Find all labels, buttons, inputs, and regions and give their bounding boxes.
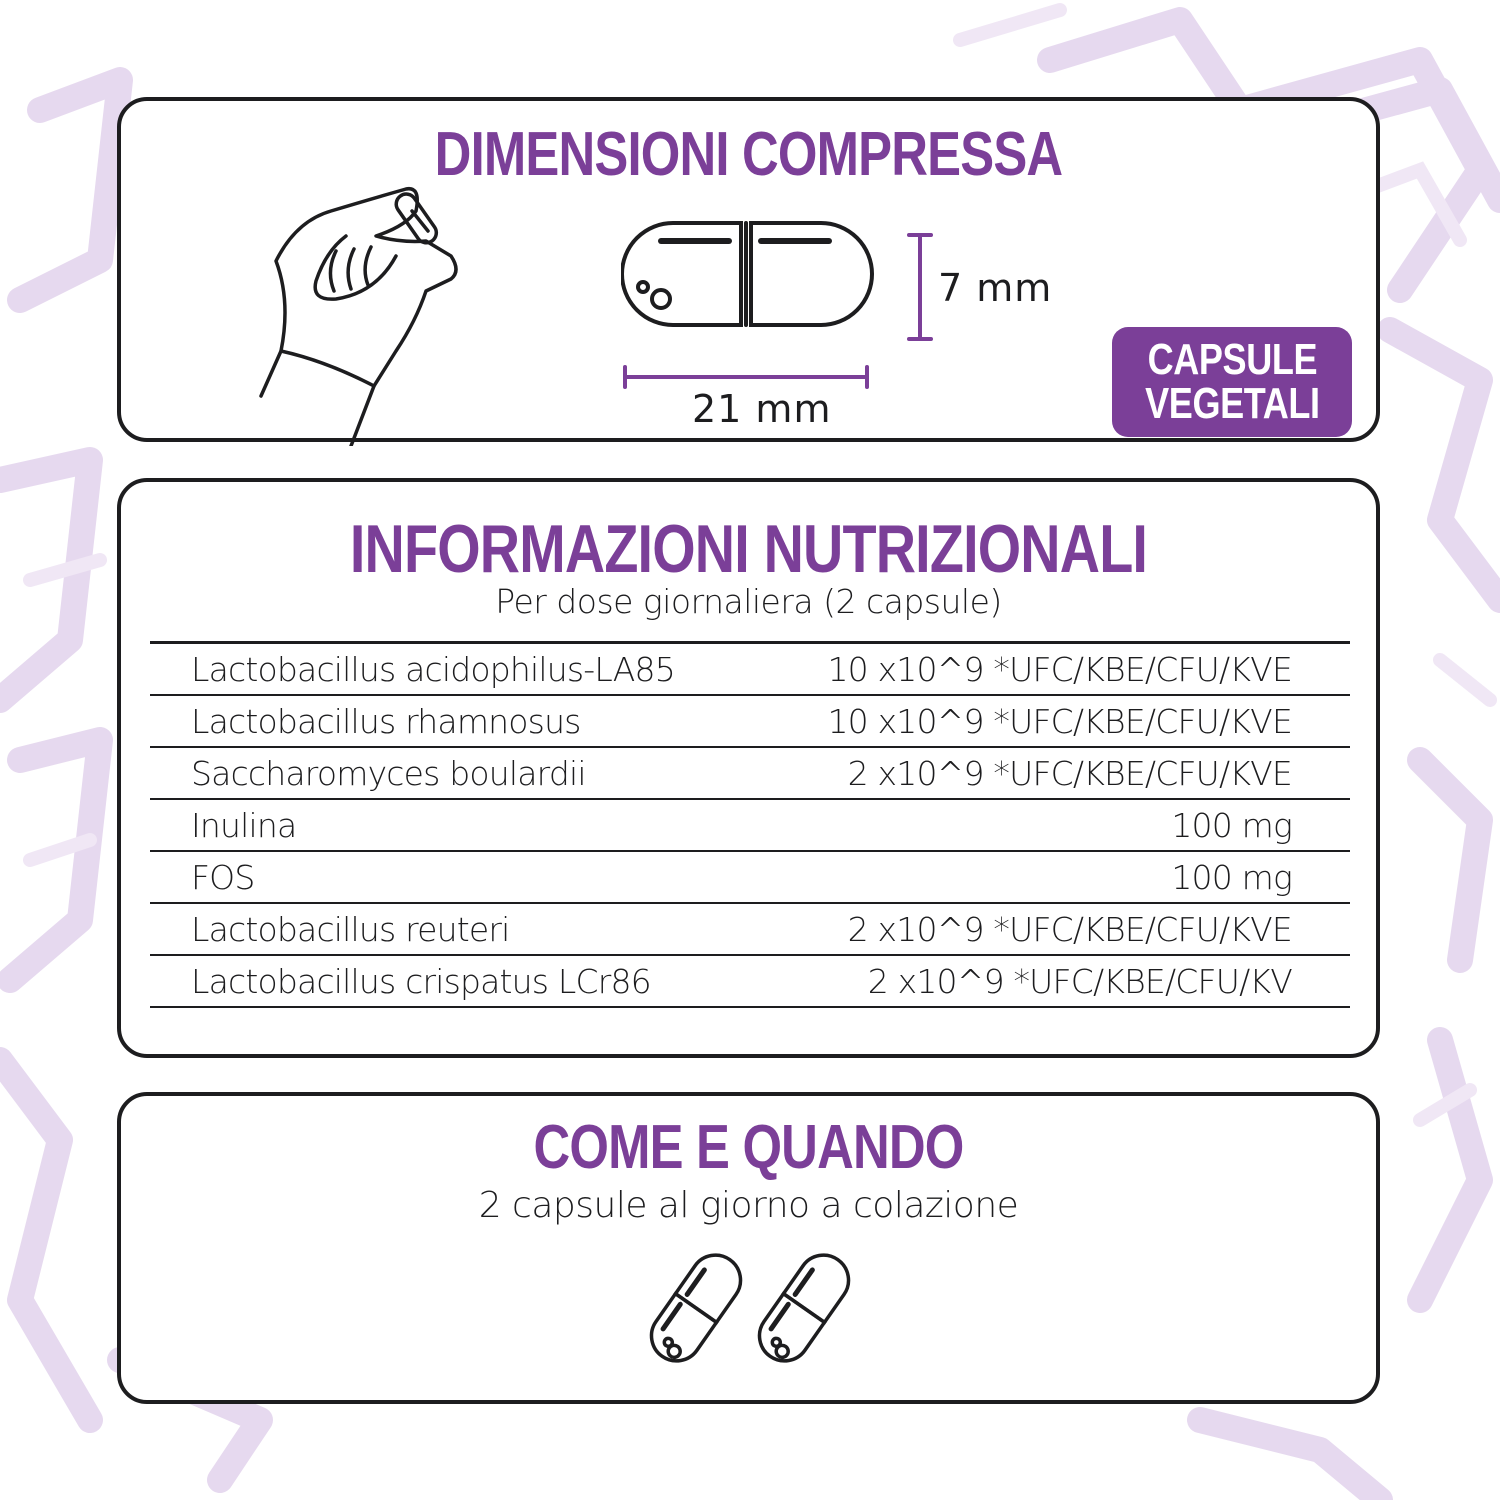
ingredient-name: Lactobacillus rhamnosus <box>191 701 581 741</box>
table-row <box>150 747 1350 799</box>
ingredient-amount: 2 x10^9 *UFC/KBE/CFU/KVE <box>847 909 1292 949</box>
height-bracket-icon <box>905 231 935 343</box>
table-row <box>150 643 1350 696</box>
tilted-capsule-icon <box>749 1244 859 1372</box>
ingredient-amount: 10 x10^9 *UFC/KBE/CFU/KVE <box>827 701 1292 741</box>
ingredient-name: Lactobacillus acidophilus-LA85 <box>191 649 675 689</box>
vegetable-capsules-badge <box>1112 327 1352 437</box>
ingredient-amount: 100 mg <box>1171 805 1292 845</box>
capsule-icon <box>621 219 876 329</box>
nutritional-info-panel <box>117 478 1380 1058</box>
tablet-dimensions-panel <box>117 97 1380 442</box>
badge-text: CAPSULE VEGETALI <box>1144 335 1320 428</box>
table-row <box>150 799 1350 851</box>
ingredient-name: FOS <box>191 857 255 897</box>
ingredient-name: Lactobacillus reuteri <box>191 909 510 949</box>
ingredient-name: Lactobacillus crispatus LCr86 <box>191 961 651 1001</box>
tilted-capsule-icon <box>641 1244 751 1372</box>
ingredient-amount: 2 x10^9 *UFC/KBE/CFU/KV <box>867 961 1292 1001</box>
table-row <box>150 903 1350 955</box>
how-and-when-panel <box>117 1092 1380 1404</box>
usage-title: COME E QUANDO <box>533 1113 964 1182</box>
table-row <box>150 955 1350 1007</box>
ingredient-name: Inulina <box>191 805 297 845</box>
length-bracket-icon <box>621 365 871 389</box>
ingredient-amount: 2 x10^9 *UFC/KBE/CFU/KVE <box>847 753 1292 793</box>
height-label: 7 mm <box>938 266 1053 310</box>
table-row <box>150 851 1350 903</box>
nutrition-subtitle: Per dose giornaliera (2 capsule) <box>495 582 1002 621</box>
ingredient-amount: 10 x10^9 *UFC/KBE/CFU/KVE <box>827 649 1292 689</box>
nutrition-table <box>150 641 1350 1008</box>
ingredient-amount: 100 mg <box>1171 857 1292 897</box>
usage-subtitle: 2 capsule al giorno a colazione <box>478 1185 1019 1226</box>
table-row <box>150 695 1350 747</box>
dimensions-title: DIMENSIONI COMPRESSA <box>434 120 1063 189</box>
nutrition-title: INFORMAZIONI NUTRIZIONALI <box>349 511 1148 587</box>
hand-holding-capsule-icon <box>256 181 466 446</box>
length-label: 21 mm <box>692 387 832 431</box>
ingredient-name: Saccharomyces boulardii <box>191 753 586 793</box>
